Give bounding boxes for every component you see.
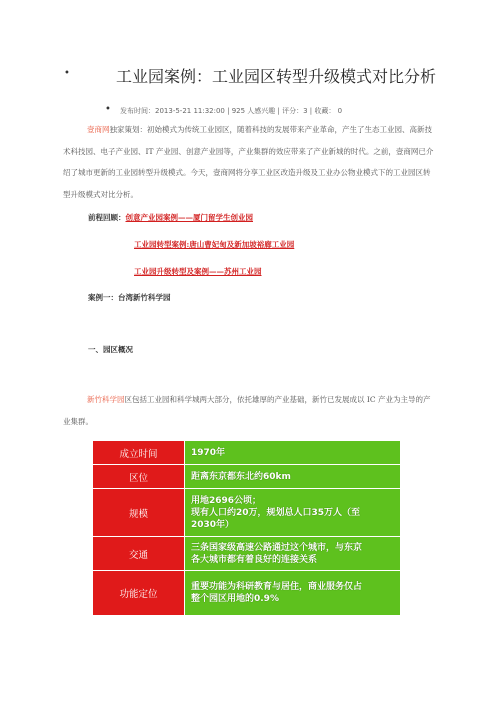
page-title: 工业园案例：工业园区转型升级模式对比分析 (116, 67, 437, 86)
review-link-3[interactable]: 工业园升级转型及案例——苏州工业园 (134, 267, 262, 276)
article-meta: 发布时间：2013-5-21 11:32:00 | 925 人感兴趣 | 评分：3 | 收藏： 0 (120, 107, 343, 115)
table-value (185, 571, 401, 616)
table-row (93, 571, 401, 616)
table-value (185, 489, 401, 537)
table-value-line: 三条国家级高速公路通过这个城市，与东京 (191, 542, 363, 553)
table-row (93, 489, 401, 537)
table-key: 区位 (93, 465, 185, 489)
table-key: 功能定位 (93, 571, 185, 616)
intro-text: 独家策划：初始模式为传统工业园区，随着科技的发展带来产业革命，产生了生态工业园、高新技术科技园、电子产业园、IT 产业园、创意产业园等，产业集群的效应带来了产业新城的时代。之前，壹商网已介绍了城市更新的工业园转型升级模式。今天，壹商网将分享工业区改造升级及工业办公物业模式下的工业园区转型升级模式对比分析。 (63, 125, 434, 199)
table-key: 规模 (93, 489, 185, 537)
site-link[interactable]: 壹商网 (87, 125, 110, 134)
table-value-line: 重要功能为科研教育与居住，商业服务仅占 (191, 582, 363, 592)
intro-paragraph (63, 119, 435, 205)
table-value-line: 2030年） (191, 519, 235, 530)
table-key: 成立时间 (93, 441, 185, 465)
table-row (93, 537, 401, 571)
section-heading: 一、园区概况 (88, 345, 133, 354)
review-link-1[interactable]: 创意产业园案例——厦门留学生创业园 (125, 213, 253, 222)
case-heading: 案例一：台湾新竹科学园 (88, 293, 171, 302)
table-value-line: 用地2696公顷； (191, 495, 262, 506)
table-row (93, 465, 401, 489)
review-line (88, 212, 253, 223)
table-value-line: 各大城市都有着良好的连接关系 (191, 554, 318, 565)
review-label: 前程回顾： (88, 213, 126, 222)
review-link-2[interactable]: 工业园转型案例:唐山曹妃甸及新加坡裕廊工业园 (134, 240, 295, 249)
table-value-line: 距离东京都东北约60km (191, 471, 291, 482)
table-value-line: 现有人口约20万，规划总人口35万人（至 (191, 507, 361, 518)
park-info-table (92, 440, 401, 616)
section-text: 区包括工业园和科学城两大部分，依托雄厚的产业基础，新竹已发展成以 IC 产业为主导的产业集群。 (63, 395, 431, 426)
table-key: 交通 (93, 537, 185, 571)
park-link[interactable]: 新竹科学园 (87, 395, 125, 404)
table-value (185, 441, 401, 465)
meta-bullet-icon: • (105, 104, 111, 115)
table-value-line: 1970年 (191, 447, 226, 458)
title-bullet-icon: • (64, 68, 70, 79)
table-row (93, 441, 401, 465)
table-value (185, 465, 401, 489)
table-value (185, 537, 401, 571)
section-paragraph (63, 389, 435, 432)
table-value-line: 整个园区用地的0.9% (191, 594, 279, 604)
